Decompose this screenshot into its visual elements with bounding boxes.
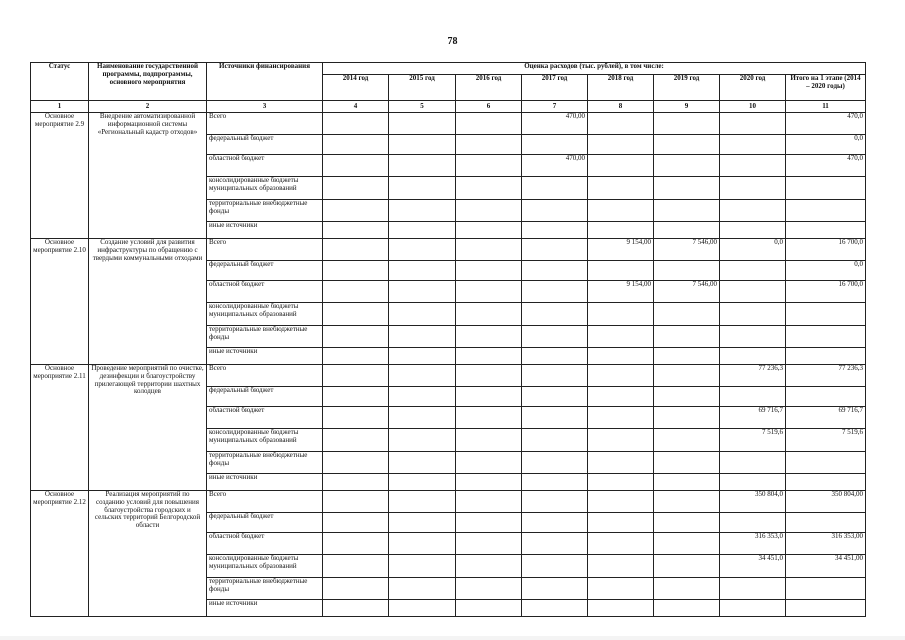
total-cell <box>786 452 866 474</box>
amount-cell <box>323 303 389 326</box>
amount-cell <box>522 452 588 474</box>
amount-cell <box>588 200 654 222</box>
total-cell: 77 236,3 <box>786 365 866 387</box>
amount-cell: 7 546,00 <box>654 239 720 261</box>
amount-cell <box>588 452 654 474</box>
amount-cell <box>323 452 389 474</box>
amount-cell <box>389 578 456 600</box>
amount-cell <box>456 348 522 365</box>
event-status: Основное мероприятие 2.9 <box>31 113 89 239</box>
amount-cell: 350 804,0 <box>720 491 786 513</box>
amount-cell <box>588 348 654 365</box>
column-number: 10 <box>720 101 786 113</box>
amount-cell <box>522 474 588 491</box>
funding-source: федеральный бюджет <box>207 135 323 155</box>
amount-cell <box>588 578 654 600</box>
amount-cell <box>588 474 654 491</box>
amount-cell <box>456 513 522 533</box>
amount-cell <box>588 600 654 617</box>
total-cell: 16 700,0 <box>786 239 866 261</box>
total-cell: 0,0 <box>786 135 866 155</box>
amount-cell <box>654 513 720 533</box>
column-number: 9 <box>654 101 720 113</box>
column-number: 4 <box>323 101 389 113</box>
amount-cell <box>456 155 522 177</box>
amount-cell: 0,0 <box>720 239 786 261</box>
amount-cell <box>720 474 786 491</box>
amount-cell <box>720 135 786 155</box>
amount-cell: 470,00 <box>522 113 588 135</box>
amount-cell: 7 519,6 <box>720 429 786 452</box>
amount-cell <box>389 348 456 365</box>
total-cell <box>786 222 866 239</box>
amount-cell <box>654 474 720 491</box>
amount-cell <box>323 155 389 177</box>
funding-source: областной бюджет <box>207 533 323 555</box>
funding-source: Всего <box>207 491 323 513</box>
amount-cell: 9 154,00 <box>588 239 654 261</box>
amount-cell <box>323 135 389 155</box>
amount-cell <box>720 452 786 474</box>
total-cell <box>786 326 866 348</box>
amount-cell <box>654 135 720 155</box>
total-cell <box>786 578 866 600</box>
header-year: 2020 год <box>720 75 786 101</box>
amount-cell <box>323 239 389 261</box>
amount-cell <box>389 600 456 617</box>
funding-source: иные источники <box>207 222 323 239</box>
event-status: Основное мероприятие 2.12 <box>31 491 89 617</box>
amount-cell <box>323 281 389 303</box>
amount-cell <box>456 303 522 326</box>
total-cell <box>786 387 866 407</box>
amount-cell <box>654 155 720 177</box>
column-number: 11 <box>786 101 866 113</box>
header-year: 2016 год <box>456 75 522 101</box>
total-cell <box>786 348 866 365</box>
column-number: 7 <box>522 101 588 113</box>
event-name: Создание условий для развития инфраструктуры по обращению с твердыми коммунальными отходами <box>89 239 207 365</box>
funding-source: территориальные внебюджетные фонды <box>207 578 323 600</box>
amount-cell <box>522 513 588 533</box>
amount-cell <box>389 303 456 326</box>
amount-cell: 34 451,0 <box>720 555 786 578</box>
event-name: Реализация мероприятий по созданию условий для повышения благоустройства городских и сельских территорий Белгородской области <box>89 491 207 617</box>
amount-cell <box>654 555 720 578</box>
funding-source: Всего <box>207 239 323 261</box>
table-row <box>31 239 866 261</box>
amount-cell <box>323 348 389 365</box>
amount-cell <box>456 222 522 239</box>
amount-cell <box>323 177 389 200</box>
amount-cell <box>588 491 654 513</box>
amount-cell <box>654 407 720 429</box>
amount-cell <box>389 135 456 155</box>
budget-table-body <box>31 113 866 617</box>
amount-cell <box>522 429 588 452</box>
amount-cell <box>654 177 720 200</box>
amount-cell <box>654 113 720 135</box>
amount-cell <box>720 600 786 617</box>
amount-cell <box>389 513 456 533</box>
amount-cell <box>323 365 389 387</box>
amount-cell <box>522 135 588 155</box>
amount-cell <box>522 261 588 281</box>
amount-cell <box>588 533 654 555</box>
amount-cell <box>522 491 588 513</box>
amount-cell <box>456 600 522 617</box>
amount-cell <box>323 200 389 222</box>
amount-cell <box>654 491 720 513</box>
event-status: Основное мероприятие 2.10 <box>31 239 89 365</box>
table-row <box>31 113 866 135</box>
header-sources: Источники финансирования <box>207 63 323 101</box>
amount-cell <box>522 555 588 578</box>
total-cell: 470,0 <box>786 155 866 177</box>
amount-cell <box>389 407 456 429</box>
header-estimate: Оценка расходов (тыс. рублей), в том числе: <box>323 63 866 75</box>
amount-cell <box>389 555 456 578</box>
amount-cell: 69 716,7 <box>720 407 786 429</box>
funding-source: Всего <box>207 365 323 387</box>
column-number: 5 <box>389 101 456 113</box>
column-number: 8 <box>588 101 654 113</box>
funding-source: территориальные внебюджетные фонды <box>207 452 323 474</box>
page-number: 78 <box>447 36 458 47</box>
amount-cell <box>389 200 456 222</box>
amount-cell <box>456 239 522 261</box>
amount-cell <box>522 281 588 303</box>
amount-cell <box>654 200 720 222</box>
amount-cell <box>389 429 456 452</box>
amount-cell <box>456 365 522 387</box>
amount-cell <box>323 533 389 555</box>
amount-cell <box>389 239 456 261</box>
column-number: 2 <box>89 101 207 113</box>
amount-cell <box>323 261 389 281</box>
amount-cell <box>654 348 720 365</box>
funding-source: областной бюджет <box>207 281 323 303</box>
amount-cell <box>323 113 389 135</box>
amount-cell <box>720 513 786 533</box>
amount-cell <box>654 533 720 555</box>
amount-cell <box>720 222 786 239</box>
amount-cell <box>456 387 522 407</box>
amount-cell <box>389 177 456 200</box>
amount-cell <box>720 348 786 365</box>
header-year: 2019 год <box>654 75 720 101</box>
amount-cell <box>522 578 588 600</box>
total-cell <box>786 600 866 617</box>
amount-cell <box>323 600 389 617</box>
table-row <box>31 365 866 387</box>
amount-cell <box>522 387 588 407</box>
funding-source: областной бюджет <box>207 407 323 429</box>
amount-cell <box>456 177 522 200</box>
amount-cell <box>522 326 588 348</box>
amount-cell <box>389 533 456 555</box>
funding-source: областной бюджет <box>207 155 323 177</box>
amount-cell <box>522 303 588 326</box>
amount-cell <box>654 387 720 407</box>
amount-cell <box>456 474 522 491</box>
amount-cell <box>456 491 522 513</box>
amount-cell <box>588 513 654 533</box>
amount-cell <box>456 533 522 555</box>
amount-cell <box>522 200 588 222</box>
amount-cell <box>323 555 389 578</box>
funding-source: консолидированные бюджеты муниципальных образований <box>207 177 323 200</box>
funding-source: Всего <box>207 113 323 135</box>
amount-cell <box>588 429 654 452</box>
amount-cell <box>323 578 389 600</box>
amount-cell <box>323 407 389 429</box>
amount-cell <box>323 491 389 513</box>
amount-cell <box>389 387 456 407</box>
total-cell: 69 716,7 <box>786 407 866 429</box>
amount-cell <box>389 281 456 303</box>
amount-cell <box>323 222 389 239</box>
amount-cell <box>522 407 588 429</box>
total-cell <box>786 303 866 326</box>
budget-table <box>30 62 866 617</box>
amount-cell <box>654 303 720 326</box>
amount-cell <box>456 555 522 578</box>
amount-cell <box>522 365 588 387</box>
header-year: 2014 год <box>323 75 389 101</box>
total-cell <box>786 177 866 200</box>
amount-cell <box>654 452 720 474</box>
amount-cell <box>720 113 786 135</box>
header-year: 2015 год <box>389 75 456 101</box>
amount-cell <box>720 326 786 348</box>
header-status: Статус <box>31 63 89 101</box>
total-cell <box>786 513 866 533</box>
total-cell <box>786 474 866 491</box>
event-name: Проведение мероприятий по очистке, дезинфекции и благоустройству прилегающей территории шахтных колодцев <box>89 365 207 491</box>
amount-cell: 470,00 <box>522 155 588 177</box>
amount-cell <box>588 155 654 177</box>
amount-cell <box>654 578 720 600</box>
amount-cell <box>720 261 786 281</box>
amount-cell <box>720 177 786 200</box>
funding-source: консолидированные бюджеты муниципальных образований <box>207 429 323 452</box>
amount-cell <box>720 155 786 177</box>
page-bottom-edge <box>0 636 905 640</box>
amount-cell <box>456 407 522 429</box>
funding-source: федеральный бюджет <box>207 261 323 281</box>
funding-source: иные источники <box>207 348 323 365</box>
amount-cell <box>720 200 786 222</box>
amount-cell: 9 154,00 <box>588 281 654 303</box>
amount-cell <box>456 200 522 222</box>
event-status: Основное мероприятие 2.11 <box>31 365 89 491</box>
total-cell: 350 804,00 <box>786 491 866 513</box>
funding-source: территориальные внебюджетные фонды <box>207 326 323 348</box>
amount-cell <box>654 261 720 281</box>
amount-cell <box>654 365 720 387</box>
column-number: 3 <box>207 101 323 113</box>
amount-cell <box>389 474 456 491</box>
amount-cell <box>588 387 654 407</box>
amount-cell <box>323 326 389 348</box>
header-year: 2018 год <box>588 75 654 101</box>
amount-cell <box>522 348 588 365</box>
amount-cell <box>456 452 522 474</box>
amount-cell <box>588 135 654 155</box>
amount-cell <box>389 491 456 513</box>
amount-cell <box>389 326 456 348</box>
funding-source: консолидированные бюджеты муниципальных образований <box>207 303 323 326</box>
amount-cell <box>588 555 654 578</box>
amount-cell <box>456 326 522 348</box>
amount-cell <box>389 222 456 239</box>
column-numbers-row <box>31 101 866 113</box>
amount-cell <box>323 387 389 407</box>
amount-cell: 316 353,0 <box>720 533 786 555</box>
amount-cell <box>522 222 588 239</box>
amount-cell <box>389 113 456 135</box>
amount-cell <box>456 135 522 155</box>
amount-cell <box>654 326 720 348</box>
amount-cell <box>323 429 389 452</box>
column-number: 1 <box>31 101 89 113</box>
amount-cell <box>456 429 522 452</box>
amount-cell <box>720 578 786 600</box>
amount-cell <box>654 600 720 617</box>
header-year: 2017 год <box>522 75 588 101</box>
amount-cell <box>588 326 654 348</box>
amount-cell <box>389 452 456 474</box>
amount-cell <box>389 365 456 387</box>
amount-cell <box>323 474 389 491</box>
header-name: Наименование государственной программы, подпрограммы, основного мероприятия <box>89 63 207 101</box>
funding-source: территориальные внебюджетные фонды <box>207 200 323 222</box>
total-cell: 34 451,00 <box>786 555 866 578</box>
amount-cell <box>389 261 456 281</box>
amount-cell <box>522 533 588 555</box>
amount-cell: 77 236,3 <box>720 365 786 387</box>
header-total: Итого на 1 этапе (2014 – 2020 годы) <box>786 75 866 101</box>
total-cell: 0,0 <box>786 261 866 281</box>
amount-cell <box>654 429 720 452</box>
amount-cell <box>389 155 456 177</box>
amount-cell <box>456 113 522 135</box>
column-number: 6 <box>456 101 522 113</box>
amount-cell <box>323 513 389 533</box>
total-cell <box>786 200 866 222</box>
amount-cell: 7 546,00 <box>654 281 720 303</box>
amount-cell <box>588 365 654 387</box>
amount-cell <box>588 177 654 200</box>
funding-source: консолидированные бюджеты муниципальных образований <box>207 555 323 578</box>
amount-cell <box>588 261 654 281</box>
event-name: Внедрение автоматизированной информационной системы «Региональный кадастр отходов» <box>89 113 207 239</box>
total-cell: 316 353,00 <box>786 533 866 555</box>
amount-cell <box>720 281 786 303</box>
funding-source: федеральный бюджет <box>207 387 323 407</box>
funding-source: иные источники <box>207 600 323 617</box>
amount-cell <box>522 177 588 200</box>
total-cell: 16 700,0 <box>786 281 866 303</box>
total-cell: 470,0 <box>786 113 866 135</box>
amount-cell <box>588 113 654 135</box>
amount-cell <box>522 600 588 617</box>
amount-cell <box>588 222 654 239</box>
table-row <box>31 491 866 513</box>
amount-cell <box>588 303 654 326</box>
total-cell: 7 519,6 <box>786 429 866 452</box>
amount-cell <box>720 387 786 407</box>
amount-cell <box>588 407 654 429</box>
amount-cell <box>522 239 588 261</box>
funding-source: иные источники <box>207 474 323 491</box>
amount-cell <box>456 578 522 600</box>
amount-cell <box>654 222 720 239</box>
amount-cell <box>456 261 522 281</box>
amount-cell <box>720 303 786 326</box>
amount-cell <box>456 281 522 303</box>
funding-source: федеральный бюджет <box>207 513 323 533</box>
